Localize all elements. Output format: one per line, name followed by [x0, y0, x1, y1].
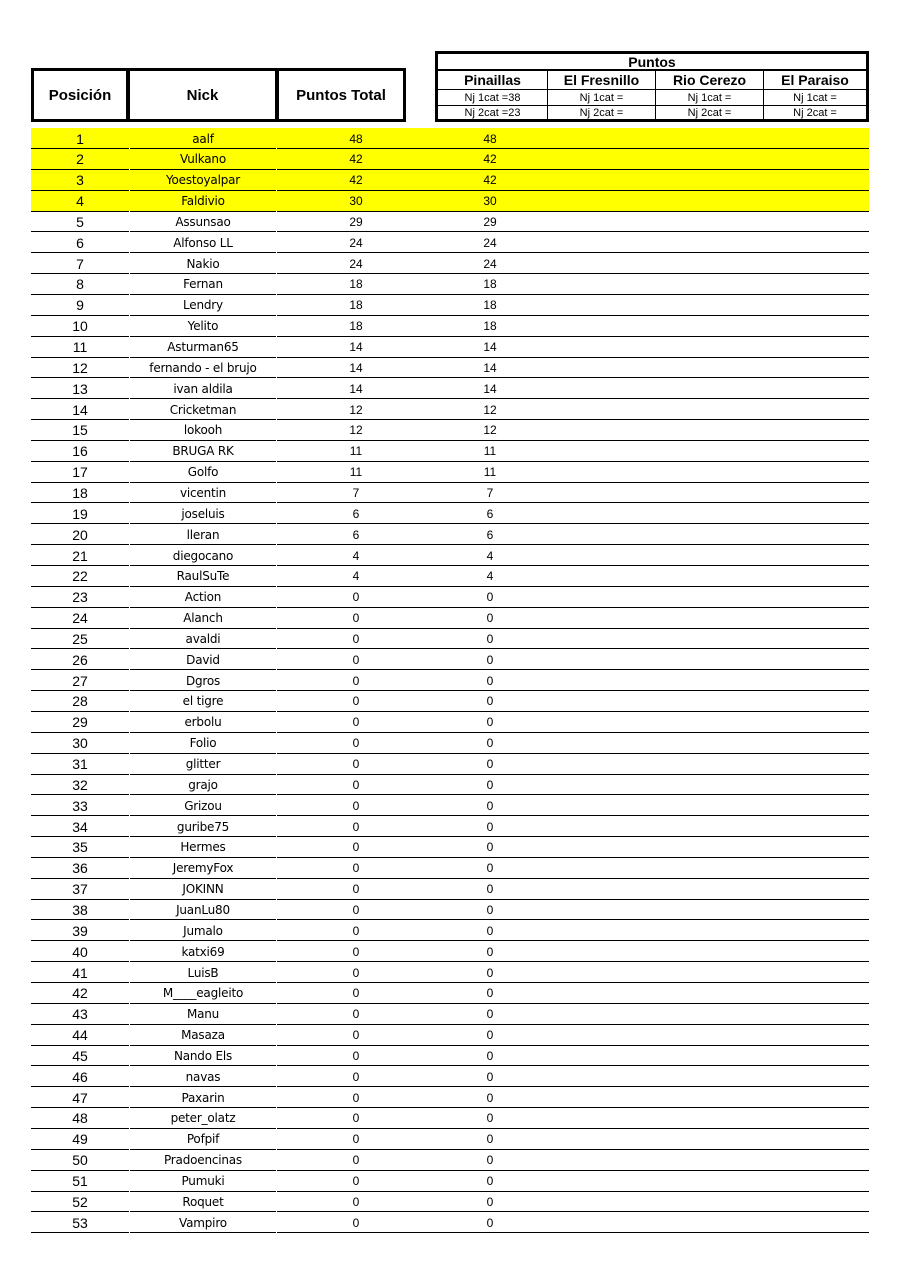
cell-nick: RaulSuTe [176, 569, 230, 584]
cell-posicion: 19 [72, 505, 88, 522]
cell-posicion: 53 [72, 1214, 88, 1231]
table-row [31, 754, 869, 775]
cell-puntos-total: 14 [349, 340, 363, 354]
cell-pinaillas: 0 [486, 986, 494, 1001]
cell-posicion: 29 [72, 714, 88, 731]
cell-nick: Vulkano [180, 152, 226, 167]
cell-puntos-total: 29 [349, 214, 363, 229]
cell-puntos-total: 0 [352, 1007, 360, 1022]
cell-nick: peter_olatz [170, 1111, 236, 1126]
cell-nick: Roquet [182, 1194, 224, 1209]
cell-pinaillas: 11 [483, 465, 497, 480]
cell-nick: Fernan [183, 277, 223, 292]
cell-puntos-total: 0 [352, 840, 360, 855]
venue-column-pinaillas [438, 71, 547, 119]
table-row [31, 399, 869, 420]
table-row [31, 608, 869, 629]
cell-posicion: 39 [72, 922, 88, 939]
cell-nick: lokooh [183, 423, 223, 438]
cell-nick: Yelito [187, 319, 219, 334]
cell-pinaillas: 0 [486, 1028, 494, 1043]
table-row [31, 795, 869, 816]
cell-nick: Assunsao [175, 214, 231, 229]
cell-pinaillas: 42 [483, 173, 497, 188]
cell-puntos-total: 0 [352, 1132, 360, 1147]
cell-nick: guribe75 [176, 819, 230, 834]
venue-column-rio-cerezo [655, 71, 763, 119]
cell-posicion: 23 [72, 589, 88, 606]
table-row [31, 733, 869, 754]
table-row [31, 420, 869, 441]
cell-posicion: 47 [72, 1089, 88, 1106]
cell-posicion: 38 [72, 901, 88, 918]
cell-pinaillas: 30 [483, 194, 497, 209]
cell-puntos-total: 0 [352, 757, 360, 771]
cell-posicion: 1 [76, 130, 84, 147]
table-row [31, 837, 869, 858]
table-row [31, 899, 869, 920]
cell-nick: lleran [186, 527, 220, 542]
cell-puntos-total: 0 [352, 777, 360, 792]
cell-nick: Masaza [181, 1028, 225, 1043]
header-puntos: Puntos [438, 54, 866, 71]
cell-nick: navas [185, 1069, 221, 1084]
cell-pinaillas: 11 [483, 444, 497, 459]
cell-pinaillas: 0 [486, 923, 494, 938]
cell-puntos-total: 11 [349, 444, 363, 459]
cell-nick: Hermes [180, 840, 226, 855]
table-row [31, 253, 869, 274]
cell-puntos-total: 14 [349, 381, 363, 396]
cell-pinaillas: 0 [486, 757, 494, 771]
cell-posicion: 6 [76, 234, 84, 251]
cell-pinaillas: 0 [486, 715, 494, 730]
cell-posicion: 30 [72, 735, 88, 752]
table-row [31, 628, 869, 649]
cell-puntos-total: 0 [352, 965, 360, 980]
venue-nj-1cat: Nj 1cat = [764, 90, 866, 106]
cell-posicion: 35 [72, 839, 88, 856]
table-row [31, 503, 869, 524]
cell-nick: Golfo [187, 465, 219, 480]
cell-nick: Faldivio [181, 194, 225, 209]
cell-puntos-total: 4 [352, 548, 360, 563]
cell-nick: Yoestoyalpar [165, 173, 241, 188]
cell-puntos-total: 0 [352, 902, 360, 917]
cell-puntos-total: 0 [352, 1111, 360, 1126]
cell-posicion: 24 [72, 610, 88, 627]
cell-puntos-total: 18 [349, 319, 363, 334]
cell-posicion: 25 [72, 630, 88, 647]
cell-nick: JuanLu80 [176, 902, 230, 917]
cell-nick: grajo [188, 777, 218, 792]
table-row [31, 1150, 869, 1171]
cell-posicion: 51 [72, 1173, 88, 1189]
cell-nick: Cricketman [169, 402, 237, 417]
cell-nick: aalf [192, 131, 214, 146]
cell-posicion: 36 [72, 860, 88, 877]
cell-nick: Action [184, 590, 222, 605]
cell-pinaillas: 0 [486, 1215, 494, 1230]
cell-posicion: 48 [72, 1110, 88, 1127]
cell-puntos-total: 0 [352, 1174, 360, 1188]
cell-nick: fernando - el brujo [149, 360, 257, 375]
cell-pinaillas: 0 [486, 736, 494, 751]
cell-pinaillas: 0 [486, 1007, 494, 1022]
cell-nick: glitter [185, 757, 221, 771]
table-row [31, 1025, 869, 1046]
cell-pinaillas: 0 [486, 1194, 494, 1209]
cell-posicion: 16 [72, 443, 88, 460]
cell-posicion: 41 [72, 964, 88, 981]
table-row [31, 441, 869, 462]
cell-posicion: 42 [72, 985, 88, 1002]
cell-puntos-total: 14 [349, 360, 363, 375]
cell-posicion: 11 [72, 339, 88, 355]
table-row [31, 1129, 869, 1150]
cell-posicion: 13 [72, 380, 88, 397]
table-row [31, 462, 869, 483]
cell-puntos-total: 0 [352, 1028, 360, 1043]
cell-nick: ivan aldila [173, 381, 233, 396]
cell-pinaillas: 0 [486, 1153, 494, 1168]
cell-puntos-total: 0 [352, 1153, 360, 1168]
cell-puntos-total: 0 [352, 715, 360, 730]
cell-posicion: 31 [72, 756, 88, 772]
cell-posicion: 34 [72, 818, 88, 835]
cell-pinaillas: 14 [483, 381, 497, 396]
cell-nick: LuisB [187, 965, 219, 980]
cell-posicion: 9 [76, 297, 84, 314]
cell-posicion: 44 [72, 1027, 88, 1044]
cell-nick: Asturman65 [167, 340, 239, 354]
row-divider [130, 1232, 276, 1233]
cell-nick: Pofpif [186, 1132, 220, 1147]
cell-posicion: 2 [76, 151, 84, 168]
cell-posicion: 49 [72, 1131, 88, 1148]
table-row [31, 337, 869, 358]
table-row [31, 170, 869, 191]
table-row [31, 545, 869, 566]
table-row [31, 274, 869, 295]
cell-pinaillas: 0 [486, 819, 494, 834]
table-row [31, 670, 869, 691]
cell-pinaillas: 24 [483, 235, 497, 250]
cell-pinaillas: 18 [483, 319, 497, 334]
cell-posicion: 7 [76, 255, 84, 272]
cell-nick: joseluis [181, 506, 225, 521]
table-row [31, 1108, 869, 1129]
cell-nick: Jumalo [183, 923, 223, 938]
cell-posicion: 10 [72, 318, 88, 335]
cell-pinaillas: 4 [486, 569, 494, 584]
cell-pinaillas: 0 [486, 777, 494, 792]
header-nick: Nick [127, 68, 278, 122]
table-row [31, 1191, 869, 1212]
cell-pinaillas: 0 [486, 840, 494, 855]
cell-nick: Manu [186, 1007, 220, 1022]
cell-puntos-total: 24 [349, 256, 363, 271]
cell-pinaillas: 0 [486, 798, 494, 813]
cell-pinaillas: 0 [486, 590, 494, 605]
cell-puntos-total: 4 [352, 569, 360, 584]
cell-pinaillas: 14 [483, 360, 497, 375]
table-row [31, 191, 869, 212]
cell-posicion: 14 [72, 401, 88, 418]
cell-pinaillas: 0 [486, 631, 494, 646]
table-row [31, 1004, 869, 1025]
table-row [31, 128, 869, 149]
cell-nick: erbolu [184, 715, 222, 730]
table-row [31, 983, 869, 1004]
cell-posicion: 8 [76, 276, 84, 293]
header-posicion: Posición [31, 68, 129, 122]
cell-puntos-total: 0 [352, 861, 360, 876]
table-row [31, 1066, 869, 1087]
cell-nick: Pradoencinas [163, 1153, 242, 1168]
venue-column-el-fresnillo [547, 71, 655, 119]
cell-puntos-total: 0 [352, 1194, 360, 1209]
cell-nick: avaldi [185, 631, 221, 646]
cell-nick: Lendry [183, 298, 223, 313]
cell-posicion: 26 [72, 651, 88, 668]
cell-puntos-total: 24 [349, 235, 363, 250]
cell-puntos-total: 0 [352, 736, 360, 751]
cell-nick: el tigre [182, 694, 224, 709]
row-divider [277, 1232, 869, 1233]
cell-puntos-total: 0 [352, 798, 360, 813]
cell-posicion: 50 [72, 1152, 88, 1169]
table-row [31, 920, 869, 941]
cell-nick: M____eagleito [162, 986, 244, 1001]
cell-pinaillas: 29 [483, 214, 497, 229]
cell-posicion: 15 [72, 422, 88, 439]
cell-pinaillas: 12 [483, 402, 497, 417]
table-row [31, 712, 869, 733]
cell-nick: Alfonso LL [173, 235, 233, 250]
cell-puntos-total: 0 [352, 590, 360, 605]
cell-puntos-total: 42 [349, 152, 363, 167]
cell-pinaillas: 14 [483, 340, 497, 354]
cell-pinaillas: 0 [486, 1090, 494, 1105]
venue-name: El Fresnillo [548, 71, 655, 90]
table-row [31, 941, 869, 962]
cell-pinaillas: 0 [486, 1132, 494, 1147]
cell-posicion: 45 [72, 1047, 88, 1064]
cell-puntos-total: 0 [352, 819, 360, 834]
cell-pinaillas: 0 [486, 1069, 494, 1084]
cell-nick: Paxarin [181, 1090, 225, 1105]
cell-posicion: 12 [72, 359, 88, 376]
venue-nj-2cat: Nj 2cat = [579, 106, 624, 119]
cell-puntos-total: 48 [349, 131, 363, 146]
cell-nick: Pumuki [181, 1174, 225, 1188]
table-row [31, 1171, 869, 1192]
cell-nick: vicentin [179, 485, 227, 500]
header-puntos-group [435, 51, 869, 122]
cell-posicion: 46 [72, 1068, 88, 1085]
cell-pinaillas: 0 [486, 1174, 494, 1188]
cell-nick: Folio [189, 736, 217, 751]
cell-puntos-total: 0 [352, 694, 360, 709]
cell-nick: Nando Els [173, 1048, 233, 1063]
table-row [31, 524, 869, 545]
venue-nj-1cat: Nj 1cat = [548, 90, 655, 106]
cell-posicion: 17 [72, 464, 88, 481]
cell-puntos-total: 6 [352, 506, 360, 521]
cell-posicion: 32 [72, 776, 88, 793]
cell-pinaillas: 0 [486, 673, 494, 688]
venue-name: Pinaillas [438, 71, 547, 90]
table-row [31, 1045, 869, 1066]
cell-puntos-total: 12 [349, 402, 363, 417]
cell-nick: katxi69 [181, 944, 225, 959]
table-row [31, 378, 869, 399]
table-row [31, 295, 869, 316]
cell-posicion: 4 [76, 193, 84, 210]
cell-puntos-total: 6 [352, 527, 360, 542]
table-row [31, 691, 869, 712]
cell-puntos-total: 11 [349, 465, 363, 480]
cell-nick: JeremyFox [172, 861, 234, 876]
table-row [31, 962, 869, 983]
cell-nick: Vampiro [179, 1215, 227, 1230]
cell-puntos-total: 0 [352, 882, 360, 897]
cell-pinaillas: 0 [486, 694, 494, 709]
cell-nick: Grizou [184, 798, 222, 813]
table-row [31, 816, 869, 837]
header-puntos-total: Puntos Total [276, 68, 406, 122]
cell-pinaillas: 7 [486, 485, 494, 500]
cell-pinaillas: 0 [486, 882, 494, 897]
cell-puntos-total: 0 [352, 631, 360, 646]
cell-posicion: 52 [72, 1193, 88, 1210]
cell-puntos-total: 30 [349, 194, 363, 209]
cell-puntos-total: 0 [352, 611, 360, 626]
cell-posicion: 27 [72, 672, 88, 689]
cell-pinaillas: 42 [483, 152, 497, 167]
table-row [31, 149, 869, 170]
cell-pinaillas: 6 [486, 506, 494, 521]
cell-nick: BRUGA RK [172, 444, 234, 459]
venue-nj-2cat: Nj 2cat = [793, 106, 837, 119]
cell-pinaillas: 4 [486, 548, 494, 563]
cell-puntos-total: 12 [349, 423, 363, 438]
cell-pinaillas: 0 [486, 611, 494, 626]
cell-puntos-total: 0 [352, 1048, 360, 1063]
cell-posicion: 5 [76, 213, 84, 230]
cell-pinaillas: 48 [483, 131, 497, 146]
venue-name: Rio Cerezo [656, 71, 763, 90]
cell-pinaillas: 24 [483, 256, 497, 271]
cell-pinaillas: 0 [486, 1111, 494, 1126]
venue-nj-2cat: Nj 2cat =23 [464, 106, 521, 119]
cell-nick: Alanch [183, 611, 223, 626]
cell-pinaillas: 0 [486, 1048, 494, 1063]
cell-nick: diegocano [172, 548, 234, 563]
cell-pinaillas: 0 [486, 902, 494, 917]
table-row [31, 587, 869, 608]
table-row [31, 649, 869, 670]
table-row [31, 232, 869, 253]
cell-posicion: 20 [72, 526, 88, 543]
table-row [31, 1087, 869, 1108]
table-row [31, 858, 869, 879]
cell-nick: Dgros [185, 673, 221, 688]
cell-nick: JOKINN [182, 882, 224, 897]
cell-posicion: 28 [72, 693, 88, 710]
table-row [31, 879, 869, 900]
cell-pinaillas: 18 [483, 298, 497, 313]
venue-column-el-paraiso [763, 71, 866, 119]
venue-nj-2cat: Nj 2cat = [687, 106, 732, 119]
cell-puntos-total: 0 [352, 923, 360, 938]
cell-puntos-total: 0 [352, 1215, 360, 1230]
cell-posicion: 3 [76, 172, 84, 189]
cell-puntos-total: 42 [349, 173, 363, 188]
cell-posicion: 21 [72, 547, 88, 564]
table-row [31, 774, 869, 795]
cell-posicion: 33 [72, 797, 88, 814]
cell-puntos-total: 0 [352, 944, 360, 959]
cell-pinaillas: 0 [486, 652, 494, 667]
table-row [31, 316, 869, 337]
cell-pinaillas: 0 [486, 965, 494, 980]
cell-puntos-total: 7 [352, 485, 360, 500]
cell-pinaillas: 18 [483, 277, 497, 292]
cell-nick: David [186, 652, 220, 667]
cell-puntos-total: 0 [352, 652, 360, 667]
cell-puntos-total: 18 [349, 277, 363, 292]
cell-posicion: 18 [72, 484, 88, 501]
cell-pinaillas: 0 [486, 861, 494, 876]
table-row [31, 1212, 869, 1233]
cell-pinaillas: 6 [486, 527, 494, 542]
venue-nj-1cat: Nj 1cat =38 [438, 90, 547, 106]
venue-nj-1cat: Nj 1cat = [656, 90, 763, 106]
cell-pinaillas: 0 [486, 944, 494, 959]
cell-nick: Nakio [186, 256, 220, 271]
table-row [31, 357, 869, 378]
cell-puntos-total: 18 [349, 298, 363, 313]
cell-posicion: 43 [72, 1006, 88, 1023]
cell-puntos-total: 0 [352, 673, 360, 688]
cell-puntos-total: 0 [352, 1069, 360, 1084]
cell-posicion: 37 [72, 881, 88, 898]
cell-posicion: 40 [72, 943, 88, 960]
venue-name: El Paraiso [764, 71, 866, 90]
cell-puntos-total: 0 [352, 986, 360, 1001]
table-row [31, 482, 869, 503]
cell-puntos-total: 0 [352, 1090, 360, 1105]
cell-pinaillas: 12 [483, 423, 497, 438]
row-divider [31, 1232, 129, 1233]
table-row [31, 566, 869, 587]
table-row [31, 211, 869, 232]
cell-posicion: 22 [72, 568, 88, 585]
